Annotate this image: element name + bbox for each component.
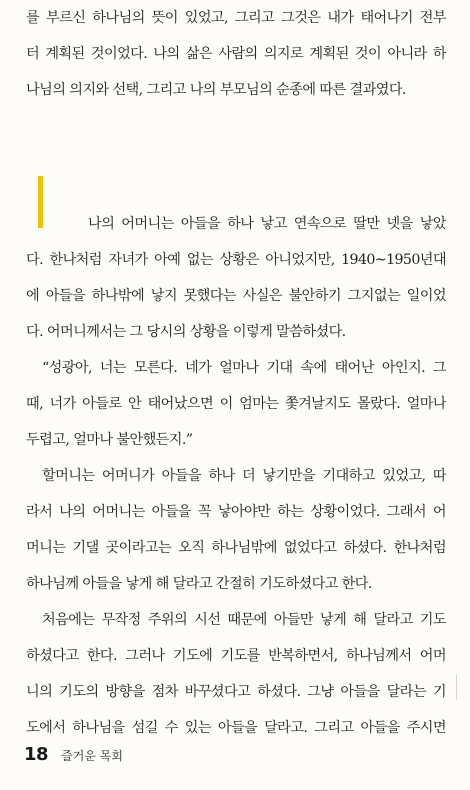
book-title: 즐거운 목회 (61, 749, 123, 763)
body-line: 나님의 의지와 선택, 그리고 나의 부모님의 순종에 따른 결과였다. (26, 82, 406, 98)
page-edge-mark (456, 674, 457, 700)
body-line: 할머니는 어머니가 아들을 하나 더 낳기만을 기대하고 있었고, 따 (42, 468, 446, 484)
quote-line: “성광아, 너는 모른다. 네가 얼마나 기대 속에 태어난 아인지. 그 (42, 360, 446, 376)
body-line: 처음에는 무작정 주위의 시선 때문에 아들만 낳게 해 달라고 기도 (42, 612, 446, 628)
page-footer (24, 744, 123, 765)
body-line: 도에서 하나님을 섬길 수 있는 아들을 달라고. 그리고 아들을 주시면 (26, 720, 446, 736)
body-line: 다. 한나처럼 자녀가 아예 없는 상황은 아니었지만, 1940~1950년대 (26, 252, 446, 268)
body-line: 하나님께 아들을 낳게 해 달라고 간절히 기도하셨다고 한다. (26, 576, 372, 592)
body-line: 나의 어머니는 아들을 하나 낳고 연속으로 딸만 넷을 낳았 (88, 216, 446, 232)
body-line: 에 아들을 하나밖에 낳지 못했다는 사실은 불안하기 그지없는 일이었 (26, 288, 446, 304)
body-line: 니의 기도의 방향을 점차 바꾸셨다고 하셨다. 그냥 아들을 달라는 기 (26, 684, 446, 700)
body-line: 다. 어머니께서는 그 당시의 상황을 이렇게 말씀하셨다. (26, 324, 346, 340)
body-line: 터 계획된 것이었다. 나의 삶은 사람의 의지로 계획된 것이 아니라 하 (26, 46, 446, 62)
quote-line: 두렵고, 얼마나 불안했든지.” (26, 432, 193, 448)
section-accent-bar (38, 176, 43, 228)
body-line: 라서 나의 어머니는 아들을 꼭 낳아야만 하는 상황이었다. 그래서 어 (26, 504, 446, 520)
body-line: 머니는 기댈 곳이라고는 오직 하나님밖에 없었다고 하셨다. 한나처럼 (26, 540, 446, 556)
page-number: 18 (24, 744, 49, 765)
body-line: 하셨다고 한다. 그러나 기도에 기도를 반복하면서, 하나님께서 어머 (26, 648, 446, 664)
quote-line: 때, 너가 아들로 안 태어났으면 이 엄마는 쫓겨날지도 몰랐다. 얼마나 (26, 396, 446, 412)
body-line: 를 부르신 하나님의 뜻이 있었고, 그리고 그것은 내가 태어나기 전부 (26, 10, 446, 26)
